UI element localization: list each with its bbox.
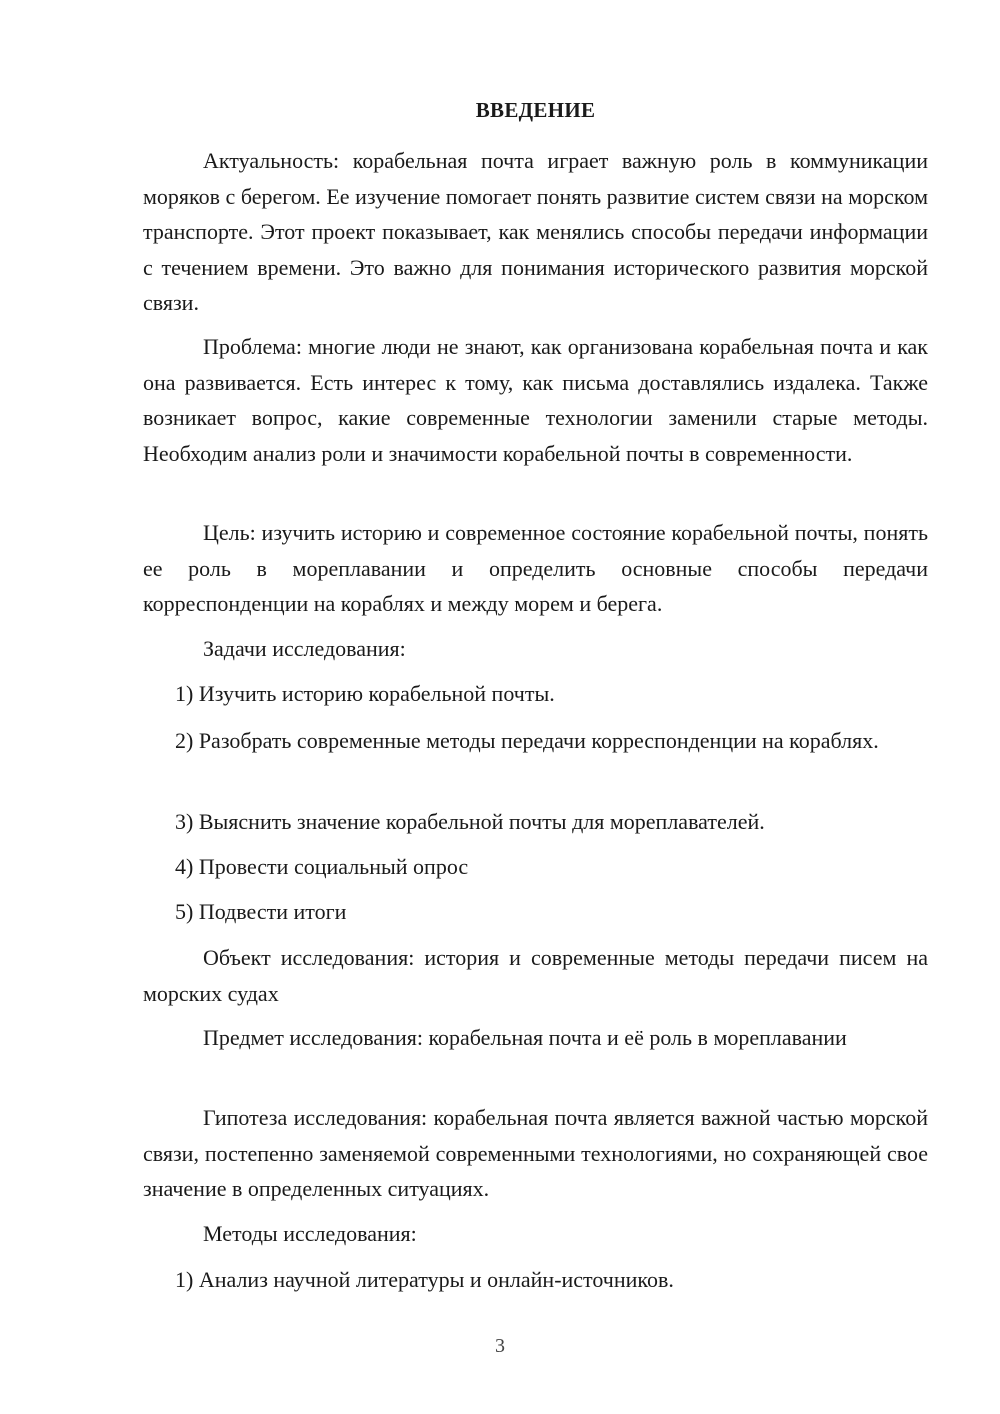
task-item: 2) Разобрать современные методы передачи корреспонденции на кораблях. — [175, 728, 879, 753]
method-item: 1) Анализ научной литературы и онлайн-источников. — [175, 1267, 674, 1292]
task-item: 1) Изучить историю корабельной почты. — [175, 681, 555, 706]
section-heading: ВВЕДЕНИЕ — [475, 98, 596, 122]
object-paragraph: Объект исследования: история и современные методы передачи писем на морских судах — [143, 945, 928, 1006]
methods-title: Методы исследования: — [203, 1221, 417, 1246]
problem-paragraph: Проблема: многие люди не знают, как организована корабельная почта и как она развивается. Есть интерес к тому, как письма доставлялись издалека. Также возникает вопрос, какие современные технологии заменили старые методы. Необходим анализ роли и значимости корабельной почты в современности. — [143, 334, 928, 466]
tasks-title: Задачи исследования: — [203, 636, 406, 661]
subject-paragraph: Предмет исследования: корабельная почта и её роль в мореплавании — [203, 1025, 847, 1050]
hypothesis-paragraph: Гипотеза исследования: корабельная почта является важной частью морской связи, постепенно заменяемой современными технологиями, но сохраняющей свое значение в определенных ситуациях. — [143, 1105, 928, 1201]
page-number: 3 — [495, 1335, 505, 1357]
relevance-paragraph: Актуальность: корабельная почта играет важную роль в коммуникации моряков с берегом. Ее изучение помогает понять развитие систем связи на морском транспорте. Этот проект показывает, как менялись способы передачи информации с течением времени. Это важно для понимания исторического развития морской связи. — [143, 148, 928, 315]
goal-paragraph: Цель: изучить историю и современное состояние корабельной почты, понять ее роль в мореплавании и определить основные способы передачи корреспонденции на кораблях и между морем и берега. — [143, 520, 928, 616]
task-item: 3) Выяснить значение корабельной почты для мореплавателей. — [175, 809, 765, 834]
task-item: 4) Провести социальный опрос — [175, 854, 469, 879]
task-item: 5) Подвести итоги — [175, 899, 347, 924]
